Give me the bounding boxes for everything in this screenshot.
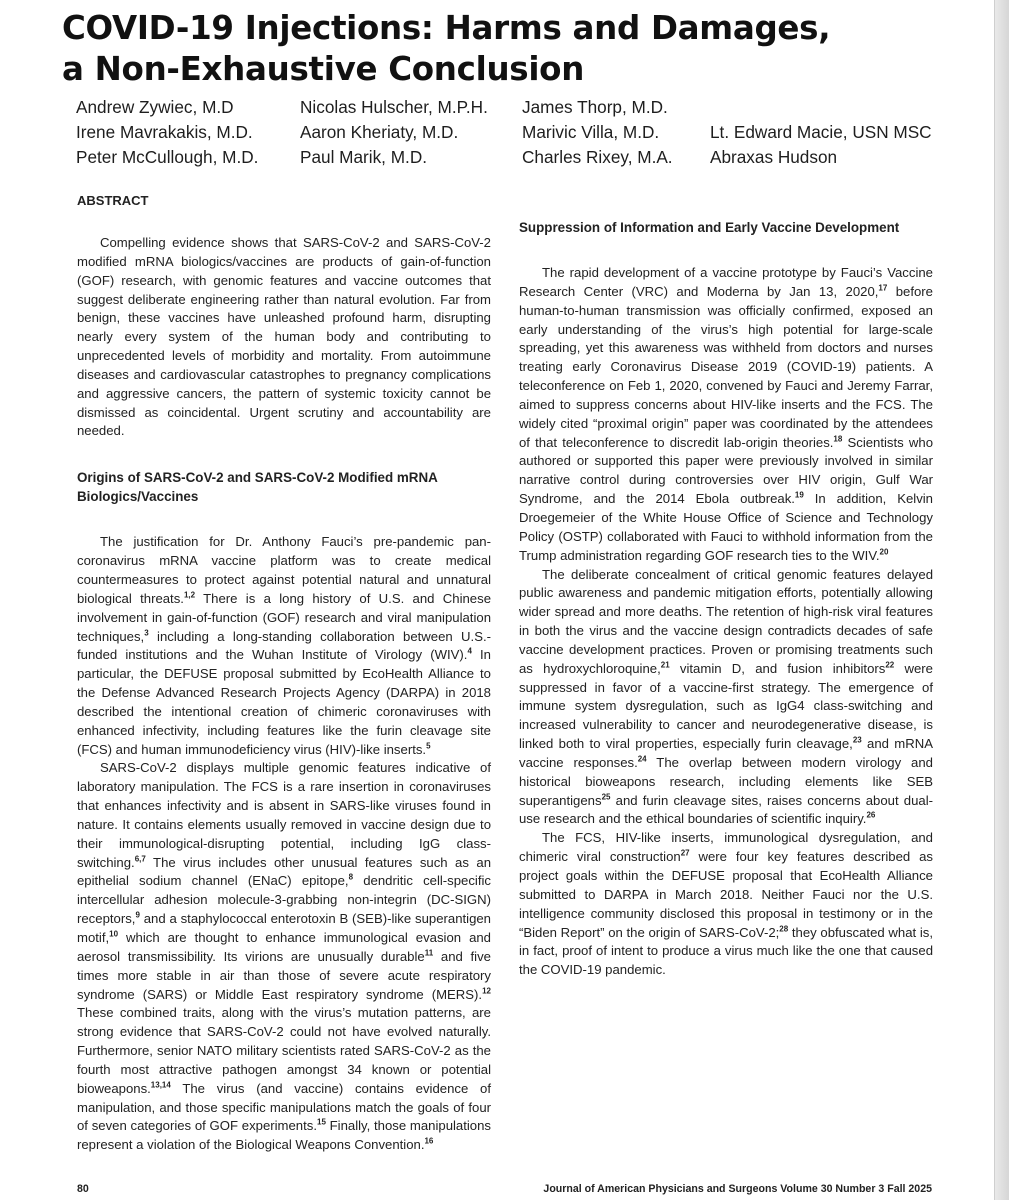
author: Paul Marik, M.D. <box>300 147 428 167</box>
author-column-1 <box>76 95 258 170</box>
citation-superscript: 19 <box>794 490 804 500</box>
page-number: 80 <box>77 1183 89 1195</box>
citation-superscript: 22 <box>885 660 895 670</box>
citation-superscript: 9 <box>135 910 140 920</box>
citation-superscript: 3 <box>144 628 149 638</box>
abstract-heading: ABSTRACT <box>77 193 149 208</box>
section-heading-origins: Origins of SARS-CoV-2 and SARS-CoV-2 Modified mRNA Biologics/Vaccines <box>77 470 438 505</box>
journal-footer: Journal of American Physicians and Surgeons Volume 30 Number 3 Fall 2025 <box>543 1183 932 1195</box>
author: Lt. Edward Macie, USN MSC <box>710 122 932 142</box>
author-list <box>76 95 956 173</box>
citation-superscript: 8 <box>348 873 354 883</box>
citation-superscript: 24 <box>637 754 647 764</box>
citation-superscript: 13,14 <box>150 1080 171 1090</box>
citation-superscript: 6,7 <box>134 854 146 864</box>
author: Irene Mavrakakis, M.D. <box>76 122 253 142</box>
citation-superscript: 12 <box>482 986 491 996</box>
paragraph: SARS-CoV-2 displays multiple genomic features indicative of laboratory manipulation. The FCS is a rare insertion in coronaviruses that enhances infectivity and is absent in SARS-like viruses found in nature. It contains elements usually removed in vaccine design due to their immunological-disrupting potential, including IgG class-switching.$^{6,7}$ The virus includes other unusual features such as an epithelial sodium channel (ENaC) epitope,$^8$ dendritic cell-specific intercellular adhesion molecule-3-grabbing non-integrin (DC-SIGN) receptors,$^9$ and a staphylococcal enterotoxin B (SEB)-like superantigen motif,$^{10}$ which are thought to enhance immunological evasion and aerosol transmissibility. Its virions are unusually durable$^{11}$ and five times more stable in air than those of severe acute respiratory syndrome (SARS) or Middle East respiratory syndrome (MERS).$^{12}$ These combined traits, along with the virus’s mutation patterns, are strong evidence that SARS-CoV-2 could not have evolved naturally. Furthermore, senior NATO military scientists rated SARS-CoV-2 as the fourth most attractive pathogen amongst 34 known or potential bioweapons.$^{13,14}$ The virus (and vaccine) contains evidence of manipulation, and those specific manipulations match the goals of four of seven categories of GOF experiments.$^{15}$ Finally, those manipulations represent a violation of the Biological Weapons Convention.$^{16}$ <box>77 760 491 1153</box>
author-column-4 <box>710 120 932 170</box>
author: Aaron Kheriaty, M.D. <box>300 122 459 142</box>
citation-superscript: 11 <box>424 948 434 958</box>
citation-superscript: 23 <box>852 735 862 745</box>
author-column-2 <box>300 95 488 170</box>
article-title <box>62 8 962 90</box>
citation-superscript: 16 <box>424 1136 434 1146</box>
citation-superscript: 26 <box>866 811 876 821</box>
paragraph: The FCS, HIV-like inserts, immunological dysregulation, and chimeric viral construction$^{27}$ were four key features described as project goals within the DEFUSE proposal that EcoHealth Alliance submitted to DARPA in March 2018. Neither Fauci nor the U.S. intelligence community disclosed this proposal in testimony or in the “Biden Report” on the origin of SARS-CoV-2;$^{28}$ they obfuscated what is, in fact, proof of intent to produce a virus much like the one that caused the COVID-19 pandemic. <box>519 830 933 978</box>
abstract-text: Compelling evidence shows that SARS-CoV-2 and SARS-CoV-2 modified mRNA biologics/vaccines are products of gain-of-function (GOF) research, with genomic features and vaccine outcomes that suggest deliberate engineering rather than natural evolution. Far from benign, these vaccines have unleashed profound harm, disrupting nearly every system of the human body and contributing to unprecedented levels of morbidity and mortality. From autoimmune diseases and cardiovascular catastrophes to pregnancy complications and aggressive cancers, the pattern of systemic toxicity cannot be dismissed as coincidental. Urgent scrutiny and accountability are needed. <box>77 235 491 439</box>
paragraph: The rapid development of a vaccine prototype by Fauci’s Vaccine Research Center (VRC) and Moderna by Jan 13, 2020,17 before human-to-human transmission was officially confirmed, exposed an early understanding of the virus’s high potential for large-scale spreading, yet this awareness was withheld from doctors and nurses treating early Coronavirus Disease 2019 (COVID-19) patients. A teleconference on Feb 1, 2020, convened by Fauci and Jeremy Farrar, aimed to suppress concerns about HIV-like inserts and the FCS. The widely cited “proximal origin” paper was coordinated by the attendees of that teleconference to discredit lab-origin theories.$^{18}$ Scientists who authored or supported this paper were previously involved in similar narrative control during controversies over HIV origin, Gulf War Syndrome, and the 2014 Ebola outbreak.$^{19}$ In addition, Kelvin Droegemeier of the White House Office of Science and Technology Policy (OSTP) collaborated with Fauci to withhold information from the Trump administration regarding GOF research ties to the WIV.$^{20}$ <box>519 265 933 563</box>
section-heading-suppression: Suppression of Information and Early Vaccine Development <box>519 220 900 235</box>
paragraph: The deliberate concealment of critical genomic features delayed public awareness and pandemic mitigation efforts, potentially allowing wider spread and more deaths. The retention of high-risk viral features in both the virus and the vaccine design contradicts decades of safe vaccine development practices. Proven or promising treatments such as hydroxychloroquine,$^{21}$ vitamin D, and fusion inhibitors$^{22}$ were suppressed in favor of a vaccine-first strategy. The emergence of immune system dysregulation, such as IgG4 class-switching and increased vulnerability to cancer and neurodegenerative disease, is linked both to viral properties, especially furin cleavage,$^{23}$ and mRNA vaccine responses.$^{24}$ The overlap between modern virology and historical bioweapons research, including elements like SEB superantigens$^{25}$ and furin cleavage sites, raises concerns about dual-use research and the ethical boundaries of scientific inquiry.$^{26}$ <box>519 566 933 827</box>
left-column <box>77 191 491 1155</box>
title-line-2: a Non-Exhaustive Conclusion <box>62 50 585 88</box>
author: Marivic Villa, M.D. <box>522 122 660 142</box>
author-column-3 <box>522 95 673 170</box>
citation-superscript: 20 <box>879 547 889 557</box>
citation-superscript: 1,2 <box>183 590 196 600</box>
author: Andrew Zywiec, M.D <box>76 97 234 117</box>
author: Charles Rixey, M.A. <box>522 147 673 167</box>
citation-superscript: 15 <box>317 1118 326 1128</box>
citation-superscript: 18 <box>833 434 843 444</box>
citation-superscript: 27 <box>680 848 690 858</box>
page-edge <box>994 0 1009 1200</box>
title-line-1: COVID-19 Injections: Harms and Damages, <box>62 9 831 47</box>
citation-superscript: 21 <box>660 660 670 670</box>
citation-superscript: 4 <box>467 646 472 656</box>
author: Peter McCullough, M.D. <box>76 147 259 167</box>
citation-superscript: 10 <box>109 929 119 939</box>
author: Nicolas Hulscher, M.P.H. <box>300 97 488 117</box>
right-column <box>519 191 933 980</box>
citation-superscript: 25 <box>601 792 611 802</box>
author: Abraxas Hudson <box>710 147 838 167</box>
author: James Thorp, M.D. <box>522 97 668 117</box>
paragraph: The justification for Dr. Anthony Fauci’s pre-pandemic pan-coronavirus mRNA vaccine platform was to create medical countermeasures to protect against potential natural and unnatural biological threats.$^{1,2}$ There is a long history of U.S. and Chinese involvement in gain-of-function (GOF) research and viral manipulation techniques,$^3$ including a long-standing collaboration between U.S.-funded institutions and the Wuhan Institute of Virology (WIV).$^4$ In particular, the DEFUSE proposal submitted by EcoHealth Alliance to the Defense Advanced Research Projects Agency (DARPA) in 2018 described the intentional creation of chimeric coronaviruses with enhanced infectivity, including features like the furin cleavage site (FCS) and human immunodeficiency virus (HIV)-like inserts.$^5$ <box>77 534 491 757</box>
citation-superscript: 28 <box>779 924 789 934</box>
citation-superscript: 17 <box>878 283 888 293</box>
citation-superscript: 5 <box>426 741 431 751</box>
